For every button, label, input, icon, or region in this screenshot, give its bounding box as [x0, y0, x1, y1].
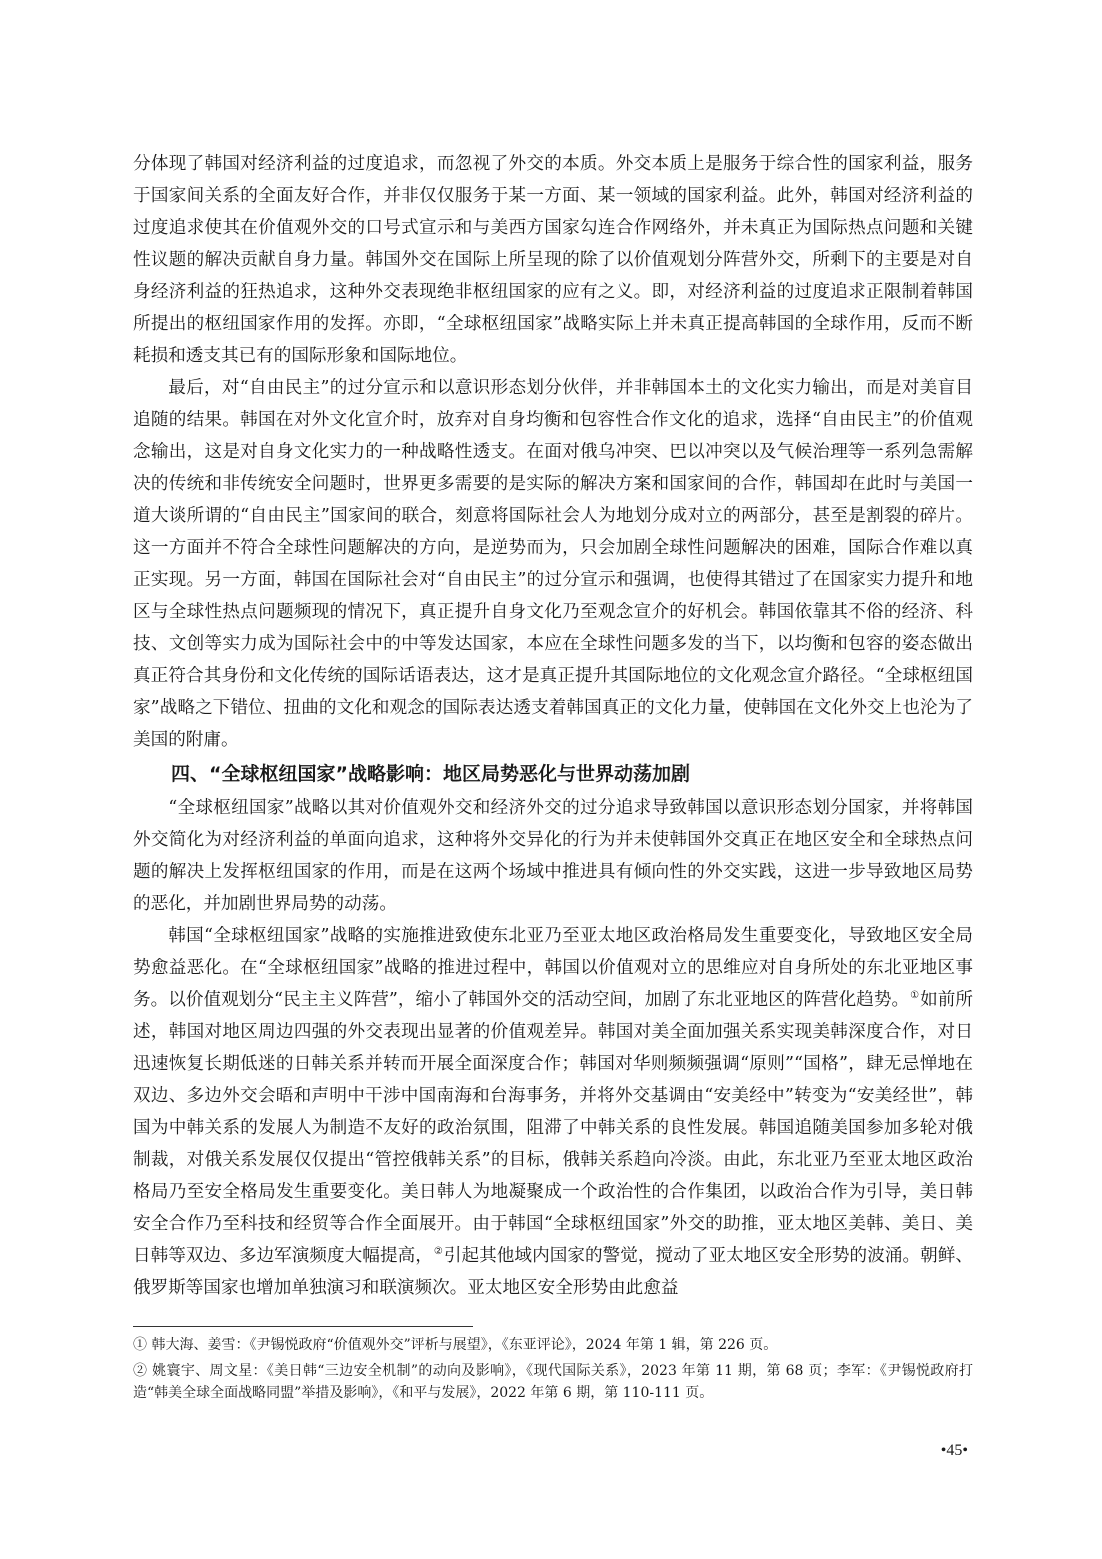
body-text: [133, 148, 973, 1304]
paragraph-continued: 分体现了韩国对经济利益的过度追求，而忽视了外交的本质。外交本质上是服务于综合性的国家利益，服务于国家间关系的全面友好合作，并非仅仅服务于某一方面、某一领域的国家利益。此外，韩国对经济利益的过度追求使其在价值观外交的口号式宣示和与美西方国家勾连合作网络外，并未真正为国际热点问题和关键性议题的解决贡献自身力量。韩国外交在国际上所呈现的除了以价值观划分阵营外交，所剩下的主要是对自身经济利益的狂热追求，这种外交表现绝非枢纽国家的应有之义。即，对经济利益的过度追求正限制着韩国所提出的枢纽国家作用的发挥。亦即，“全球枢纽国家”战略实际上并未真正提高韩国的全球作用，反而不断耗损和透支其已有的国际形象和国际地位。: [133, 154, 973, 366]
paragraph-text-part: 如前所述，韩国对地区周边四强的外交表现出显著的价值观差异。韩国对美全面加强关系实现美韩深度合作，对日迅速恢复长期低迷的日韩关系并转而开展全面深度合作；韩国对华则频频强调“原则”“国格”，肆无忌惮地在双边、多边外交会晤和声明中干涉中国南海和台海事务，并将外交基调由“安美经中”转变为“安美经世”，韩国为中韩关系的发展人为制造不友好的政治氛围，阻滞了中韩关系的良性发展。韩国追随美国参加多轮对俄制裁，对俄关系发展仅仅提出“管控俄韩关系”的目标，俄韩关系趋向冷淡。由此，东北亚乃至亚太地区政治格局乃至安全格局发生重要变化。美日韩人为地凝聚成一个政治性的合作集团，以政治合作为引导，美日韩安全合作乃至科技和经贸等合作全面展开。由于韩国“全球枢纽国家”外交的助推，亚太地区美韩、美日、美日韩等双边、多边军演频度大幅提高，: [133, 990, 973, 1266]
paragraph-text-part: 韩国“全球枢纽国家”战略的实施推进致使东北亚乃至亚太地区政治格局发生重要变化，导致地区安全局势愈益恶化。在“全球枢纽国家”战略的推进过程中，韩国以价值观对立的思维应对自身所处的东北亚地区事务。以价值观划分“民主主义阵营”，缩小了韩国外交的活动空间，加剧了东北亚地区的阵营化趋势。: [133, 926, 973, 1010]
footnote-divider: [133, 1326, 473, 1327]
section-heading: 四、“全球枢纽国家”战略影响：地区局势恶化与世界动荡加剧: [171, 763, 690, 785]
footnote-2: ② 姚寰宇、周文星：《美日韩“三边安全机制”的动向及影响》，《现代国际关系》，2023 年第 11 期，第 68 页；李军：《尹锡悦政府打造“韩美全球全面战略同盟”举措及影响》，《和平与发展》，2022 年第 6 期，第 110-111 页。: [133, 1363, 973, 1401]
paragraph-cultural-diplomacy: 最后，对“自由民主”的过分宣示和以意识形态划分伙伴，并非韩国本土的文化实力输出，而是对美盲目追随的结果。韩国在对外文化宣介时，放弃对自身均衡和包容性合作文化的追求，选择“自由民主”的价值观念输出，这是对自身文化实力的一种战略性透支。在面对俄乌冲突、巴以冲突以及气候治理等一系列急需解决的传统和非传统安全问题时，世界更多需要的是实际的解决方案和国家间的合作，韩国却在此时与美国一道大谈所谓的“自由民主”国家间的联合，刻意将国际社会人为地划分成对立的两部分，甚至是割裂的碎片。这一方面并不符合全球性问题解决的方向，是逆势而为，只会加剧全球性问题解决的困难，国际合作难以真正实现。另一方面，韩国在国际社会对“自由民主”的过分宣示和强调，也使得其错过了在国家实力提升和地区与全球性热点问题频现的情况下，真正提升自身文化乃至观念宣介的好机会。韩国依靠其不俗的经济、科技、文创等实力成为国际社会中的中等发达国家，本应在全球性问题多发的当下，以均衡和包容的姿态做出真正符合其身份和文化传统的国际话语表达，这才是真正提升其国际地位的文化观念宣介路径。“全球枢纽国家”战略之下错位、扭曲的文化和观念的国际表达透支着韩国真正的文化力量，使韩国在文化外交上也沦为了美国的附庸。: [133, 378, 973, 750]
paragraph-text-part: 引起其他域内国家的警觉，搅动了亚太地区安全形势的波涌。朝鲜、俄罗斯等国家也增加单独演习和联演频次。亚太地区安全形势由此愈益: [133, 1246, 973, 1298]
footnotes: [133, 1334, 973, 1408]
paragraph-regional-situation: [133, 920, 973, 1304]
footnote-1: ① 韩大海、姜雪：《尹锡悦政府“价值观外交”评析与展望》，《东亚评论》，2024 年第 1 辑，第 226 页。: [133, 1337, 778, 1353]
page-number: •45•: [940, 1442, 968, 1459]
paragraph-strategy-impact: “全球枢纽国家”战略以其对价值观外交和经济外交的过分追求导致韩国以意识形态划分国家，并将韩国外交简化为对经济利益的单面向追求，这种将外交异化的行为并未使韩国外交真正在地区安全和全球热点问题的解决上发挥枢纽国家的作用，而是在这两个场域中推进具有倾向性的外交实践，这进一步导致地区局势的恶化，并加剧世界局势的动荡。: [133, 798, 973, 914]
footnote-ref-1[interactable]: ①: [910, 990, 920, 1002]
footnote-ref-2[interactable]: ②: [433, 1246, 443, 1258]
